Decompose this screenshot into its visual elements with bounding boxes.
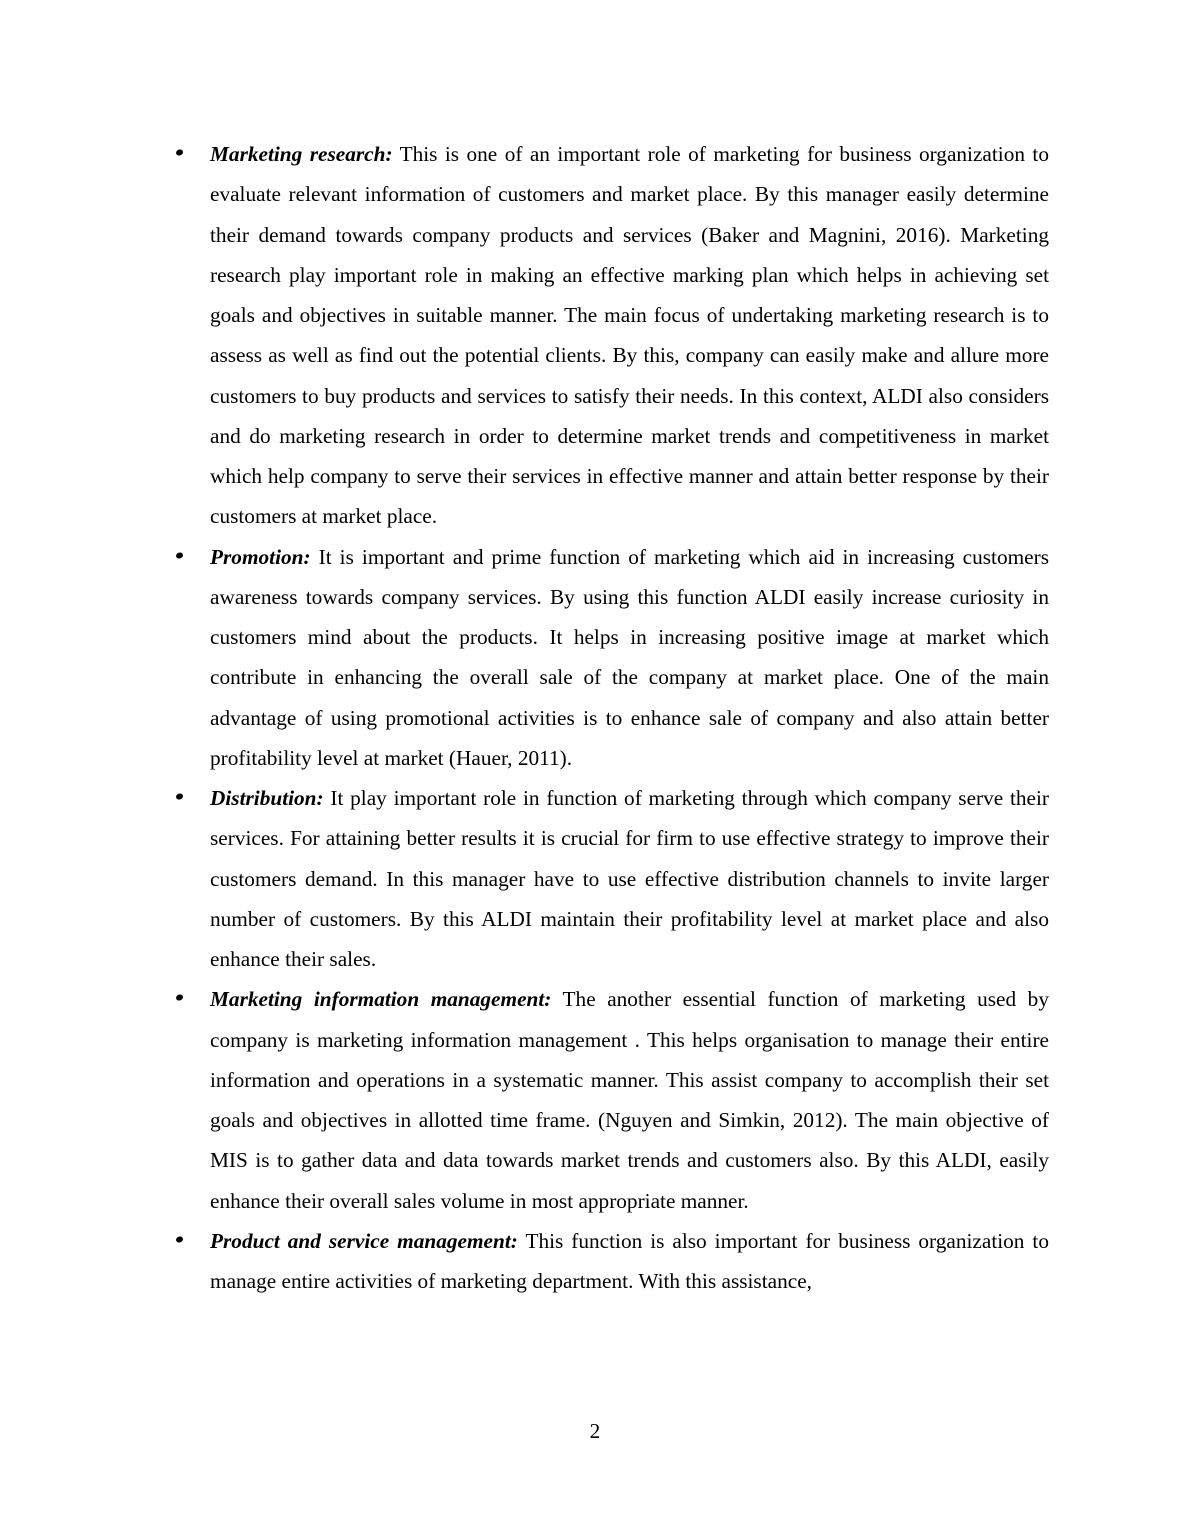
item-text: It is important and prime function of marketing which aid in increasing customers awareness towards company services. By using this function ALDI easily increase curiosity in customers mind about the products. It helps in increasing positive image at market which contribute in enhancing the overall sale of the company at market place. One of the main advantage of using promotional activities is to enhance sale of company and also attain better profitability level at market (Hauer, 2011). bbox=[210, 544, 1050, 770]
bullet-icon bbox=[175, 994, 184, 1002]
bullet-item-marketing-research bbox=[210, 134, 1049, 537]
item-text: The another essential function of marketing used by company is marketing information management . This helps organisation to manage their entire information and operations in a systematic manner. This assist company to accomplish their set goals and objectives in allotted time frame. (Nguyen and Simkin, 2012). The main objective of MIS is to gather data and data towards market trends and customers also. By this ALDI, easily enhance their overall sales volume in most appropriate manner. bbox=[210, 987, 1049, 1213]
item-title: Promotion: bbox=[210, 544, 311, 569]
bullet-item-product-service-management bbox=[210, 1221, 1049, 1302]
item-title: Distribution: bbox=[210, 786, 324, 810]
bullet-item-marketing-information-management bbox=[210, 979, 1049, 1221]
bullet-icon bbox=[175, 793, 184, 801]
item-title: Marketing research: bbox=[210, 142, 393, 166]
bullet-icon bbox=[175, 1235, 184, 1243]
bullet-list bbox=[210, 134, 1049, 1301]
bullet-item-distribution bbox=[210, 778, 1049, 979]
item-text: This is one of an important role of marketing for business organization to evaluate relevant information of customers and market place. By this manager easily determine their demand towards company products and services (Baker and Magnini, 2016). Marketing research play important role in making an effective marking plan which helps in achieving set goals and objectives in suitable manner. The main focus of undertaking marketing research is to assess as well as find out the potential clients. By this, company can easily make and allure more customers to buy products and services to satisfy their needs. In this context, ALDI also considers and do marketing research in order to determine market trends and competitiveness in market which help company to serve their services in effective manner and attain better response by their customers at market place. bbox=[210, 142, 1049, 529]
bullet-icon bbox=[175, 551, 184, 559]
item-title: Product and service management: bbox=[210, 1228, 518, 1253]
bullet-item-promotion bbox=[210, 537, 1049, 779]
item-text: This function is also important for business organization to manage entire activities of marketing department. With this assistance, bbox=[210, 1228, 1049, 1293]
page-number: 2 bbox=[589, 1419, 601, 1443]
item-text: It play important role in function of marketing through which company serve their services. For attaining better results it is crucial for firm to use effective strategy to improve their customers demand. In this manager have to use effective distribution channels to invite larger number of customers. By this ALDI maintain their profitability level at market place and also enhance their sales. bbox=[210, 786, 1049, 971]
item-title: Marketing information management: bbox=[210, 987, 552, 1012]
bullet-icon bbox=[175, 149, 184, 157]
